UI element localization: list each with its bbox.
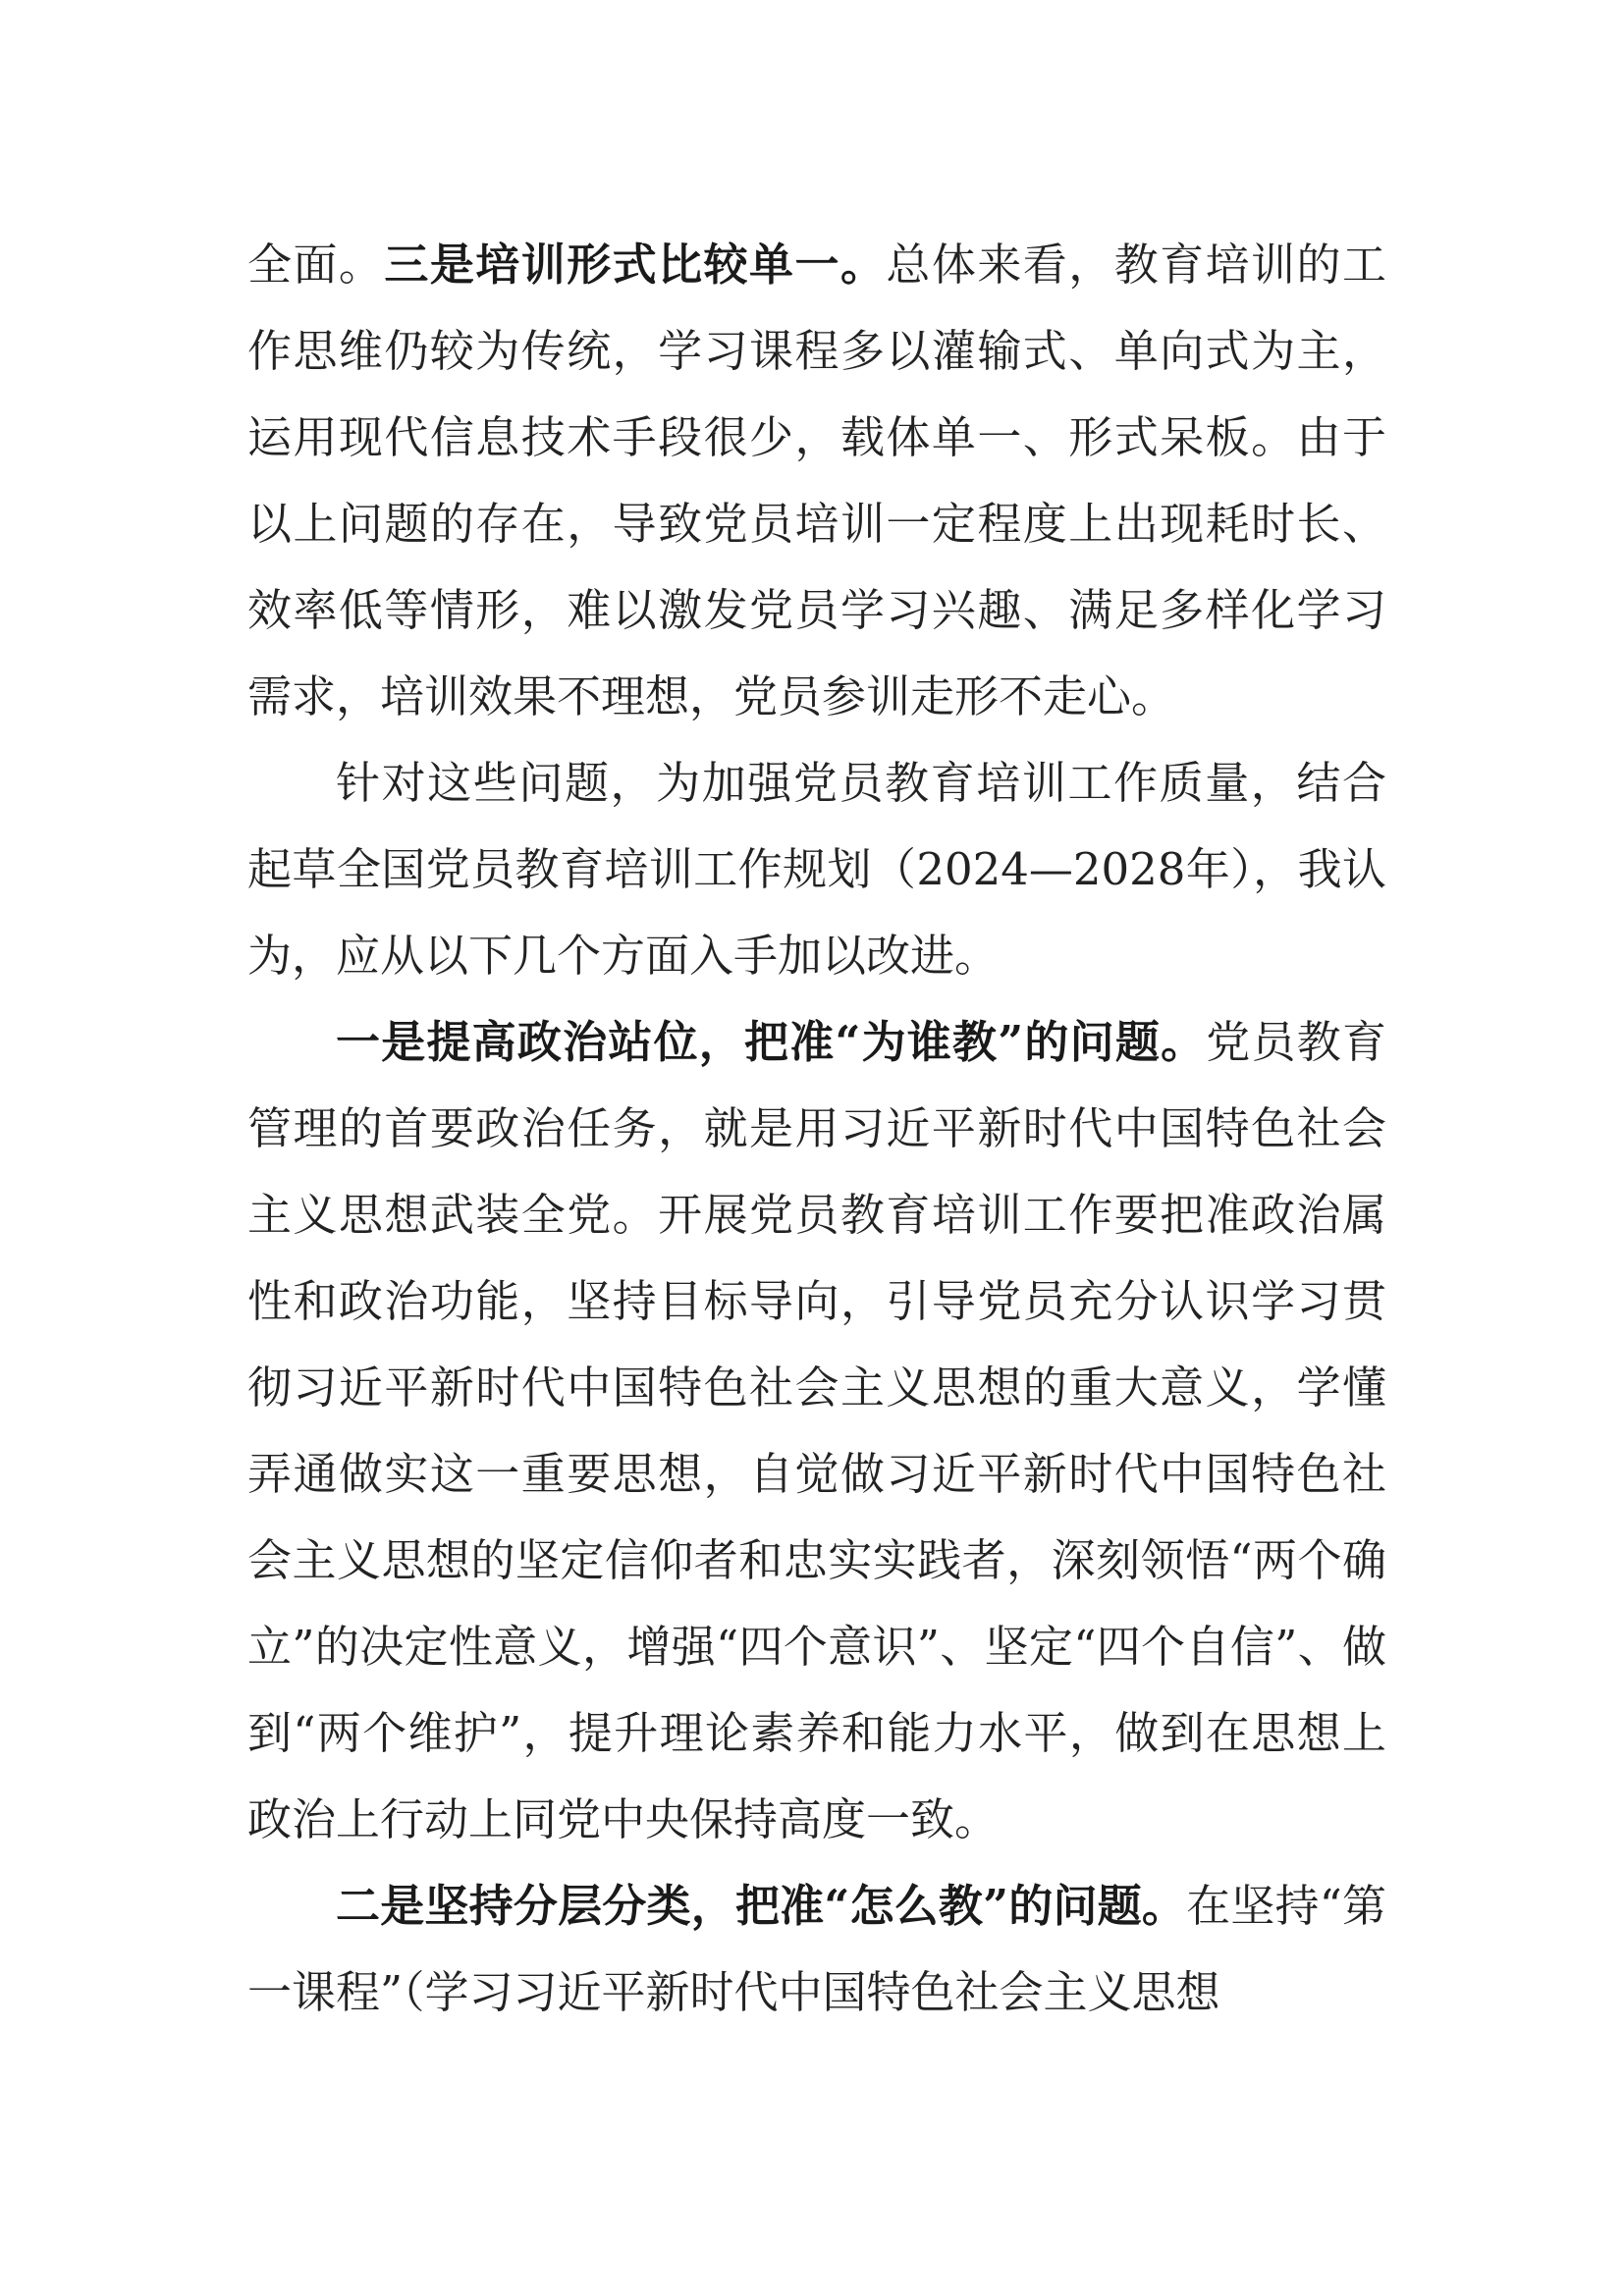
text-segment: 针对这些问题，为加强党员教育培训工作质量，结合起草全国党员教育培训工作规划（2024—2028年），我认为，应从以下几个方面入手加以改进。 xyxy=(247,757,1386,982)
bold-heading-point-three: 三是培训形式比较单一。 xyxy=(384,239,887,291)
bold-heading-point-one: 一是提高政治站位，把准“为谁教”的问题。 xyxy=(336,1016,1207,1068)
text-segment: 总体来看，教育培训的工作思维仍较为传统，学习课程多以灌输式、单向式为主，运用现代信息技术手段很少，载体单一、形式呆板。由于以上问题的存在，导致党员培训一定程度上出现耗时长、效率低等情形，难以激发党员学习兴趣、满足多样化学习需求，培训效果不理想，党员参训走形不走心。 xyxy=(247,239,1386,722)
paragraph-political-stance xyxy=(247,999,1386,1863)
text-segment: 在坚持“第一课程”（学习习近平新时代中国特色社会主义思想 xyxy=(247,1880,1386,2018)
paragraph-improvement-intro xyxy=(247,740,1386,999)
text-segment: 党员教育管理的首要政治任务，就是用习近平新时代中国特色社会主义思想武装全党。开展党员教育培训工作要把准政治属性和政治功能，坚持目标导向，引导党员充分认识学习贯彻习近平新时代中国特色社会主义思想的重大意义，学懂弄通做实这一重要思想，自觉做习近平新时代中国特色社会主义思想的坚定信仰者和忠实实践者，深刻领悟“两个确立”的决定性意义，增强“四个意识”、坚定“四个自信”、做到“两个维护”，提升理论素养和能力水平，做到在思想上政治上行动上同党中央保持高度一致。 xyxy=(247,1016,1386,1845)
paragraph-training-form xyxy=(247,222,1386,740)
bold-heading-point-two: 二是坚持分层分类，把准“怎么教”的问题。 xyxy=(336,1880,1187,1932)
text-segment: 全面。 xyxy=(247,239,385,291)
paragraph-layered-classification xyxy=(247,1863,1386,2036)
body-text xyxy=(247,222,1386,2036)
